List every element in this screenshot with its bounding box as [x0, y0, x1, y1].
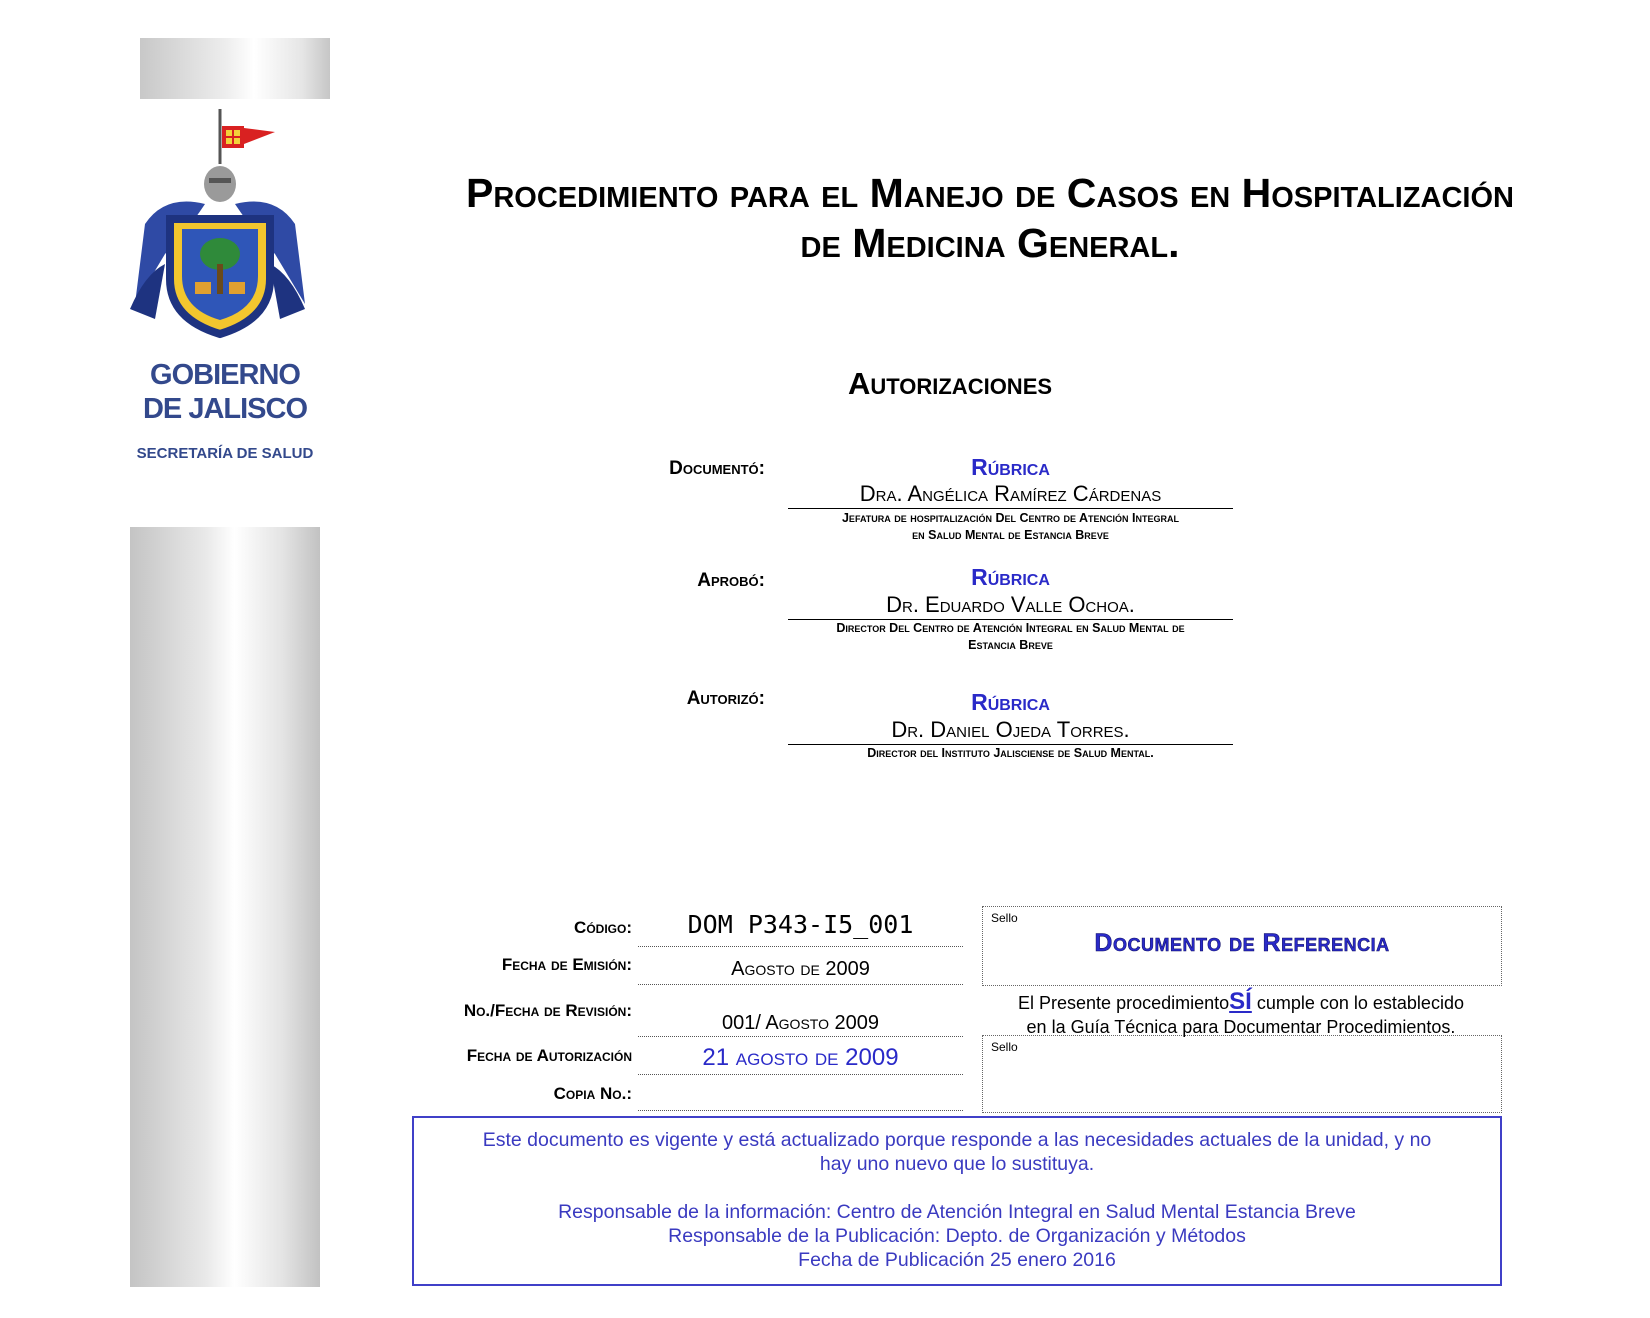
signature-label-autorizo: Autorizó: [686, 688, 765, 709]
note-line2: hay uno nuevo que lo sustituya. [819, 1153, 1095, 1175]
copia-value [638, 1082, 963, 1111]
government-name [120, 358, 330, 426]
document-title-line1: Procedimiento para el Manejo de Casos en Hospitalización [466, 170, 1514, 216]
documento-referencia-stamp: Documento de Referencia [1094, 929, 1390, 957]
signatory-role-line1: Director del Instituto Jalisciense de Salud Mental. [867, 746, 1154, 760]
cumple-text-post: cumple con lo establecido [1256, 993, 1464, 1013]
note-line1: Este documento es vigente y está actualizado porque responde a las necesidades actuales de la unidad, y no [482, 1129, 1432, 1151]
signatory-name: Dr. Daniel Ojeda Torres. [788, 717, 1233, 745]
codigo-label: Código: [574, 918, 632, 937]
cumple-si: SÍ [1229, 988, 1252, 1015]
signature-rubrica: Rúbrica [971, 689, 1050, 715]
signature-rubrica: Rúbrica [971, 564, 1050, 590]
cumple-text-pre: El Presente procedimiento [1018, 993, 1230, 1013]
signatory-role [788, 745, 1233, 762]
secretaria-label: SECRETARÍA DE SALUD [136, 445, 314, 462]
signatory-role-line1: Director Del Centro de Atención Integral en Salud Mental de [836, 621, 1185, 635]
signatory-role-line2: Estancia Breve [968, 638, 1053, 652]
sello-label: Sello [991, 911, 1018, 925]
validity-note [412, 1116, 1502, 1286]
government-name-line1: GOBIERNO [150, 359, 300, 391]
government-name-line2: DE JALISCO [142, 393, 308, 425]
revision-value: 001/ Agosto 2009 [638, 1012, 963, 1037]
document-title-line2: de Medicina General. [800, 220, 1180, 266]
decorative-bar-top [140, 38, 330, 99]
jalisco-coat-of-arms-icon [125, 104, 310, 344]
signatory-role-line2: en Salud Mental de Estancia Breve [912, 528, 1109, 542]
copia-label: Copia No.: [553, 1084, 632, 1103]
note-line3: Responsable de la información: Centro de Atención Integral en Salud Mental Estancia Breve [558, 1201, 1356, 1223]
autorizacion-label: Fecha de Autorización [466, 1046, 632, 1065]
decorative-column [130, 527, 320, 1287]
emision-label: Fecha de Emisión: [501, 955, 632, 974]
revision-label: No./Fecha de Revisión: [463, 1001, 632, 1020]
emision-value: Agosto de 2009 [638, 958, 963, 985]
signatory-role [788, 510, 1233, 544]
sello-label: Sello [991, 1040, 1018, 1054]
autorizacion-value: 21 agosto de 2009 [638, 1044, 963, 1075]
signature-label-documento: Documentó: [669, 458, 765, 479]
cumple-statement [982, 990, 1500, 1039]
signatory-name: Dra. Angélica Ramírez Cárdenas [788, 481, 1233, 509]
cumple-text-line2: en la Guía Técnica para Documentar Procedimientos. [1026, 1017, 1456, 1037]
signature-label-aprobo: Aprobó: [697, 570, 765, 591]
codigo-value: DOM P343-I5_001 [638, 910, 963, 947]
signatory-role [788, 620, 1233, 654]
note-line5: Fecha de Publicación 25 enero 2016 [798, 1249, 1116, 1271]
document-title [350, 168, 1630, 268]
sello-box-reference [982, 906, 1502, 986]
note-line4: Responsable de la Publicación: Depto. de Organización y Métodos [668, 1225, 1246, 1247]
signature-rubrica: Rúbrica [971, 454, 1050, 480]
sello-box-empty [982, 1035, 1502, 1113]
signatory-name: Dr. Eduardo Valle Ochoa. [788, 592, 1233, 620]
signatory-role-line1: Jefatura de hospitalización Del Centro de Atención Integral [841, 511, 1180, 525]
section-title: Autorizaciones [847, 366, 1053, 401]
